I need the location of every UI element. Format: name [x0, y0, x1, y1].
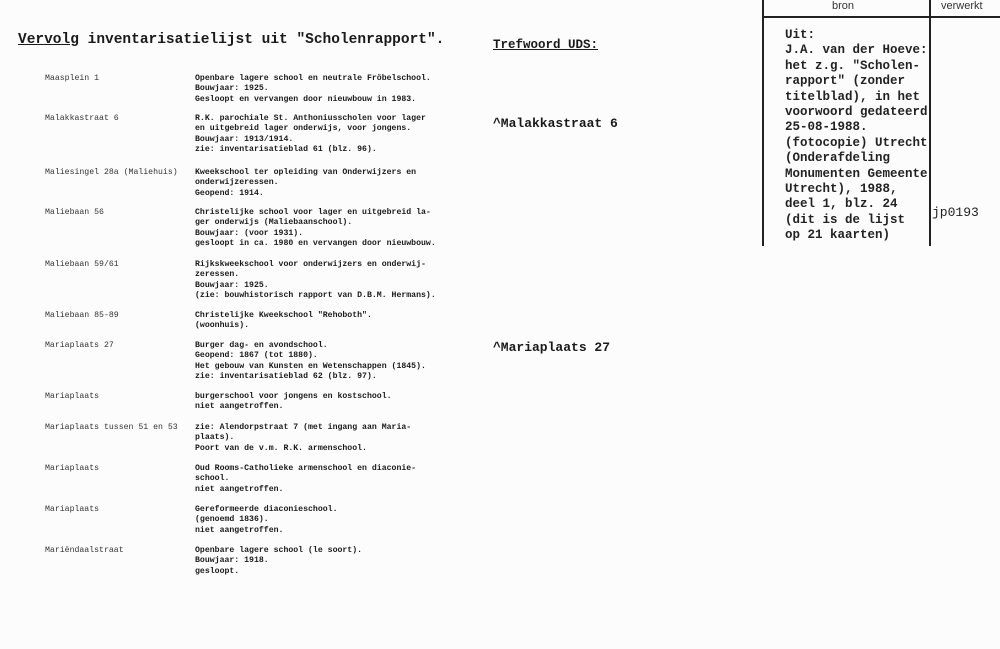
keyword-heading: Trefwoord UDS:	[493, 38, 599, 52]
entry-address: Mariaplaats 27	[45, 341, 114, 350]
title-rest: inventarisatielijst uit "Scholenrapport".	[78, 32, 445, 48]
entry-description: R.K. parochiale St. Anthoniusscholen voor lager en uitgebreid lager onderwijs, voor jongens. Bouwjaar: 1913/1914. zie: inventarisatieblad 61 (blz. 96).	[195, 114, 426, 155]
entry-address: Malakkastraat 6	[45, 114, 119, 123]
entry-description: Oud Rooms-Catholieke armenschool en diaconie- school. niet aangetroffen.	[195, 464, 417, 494]
column-header-bron: bron	[832, 0, 855, 12]
table-divider	[929, 0, 931, 246]
entry-address: Mariaplaats tussen 51 en 53	[45, 423, 178, 432]
entry-description: zie: Alendorpstraat 7 (met ingang aan Maria- plaats). Poort van de v.m. R.K. armenschool.	[195, 423, 412, 453]
table-header-divider	[762, 16, 1000, 18]
table-divider	[762, 0, 764, 246]
entry-address: Maliebaan 85-89	[45, 311, 119, 320]
entry-address: Mariaplaats	[45, 392, 100, 401]
entry-description: Openbare lagere school (le soort). Bouwjaar: 1918. gesloopt.	[195, 546, 363, 576]
entry-description: Gereformeerde diaconieschool. (genoemd 1836). niet aangetroffen.	[195, 505, 338, 535]
entry-address: Maliebaan 59/61	[45, 260, 119, 269]
entry-description: Christelijke school voor lager en uitgebreid la- ger onderwijs (Maliebaanschool). Bouwjaar: (voor 1931). gesloopt in ca. 1980 en vervangen door nieuwbouw.	[195, 208, 436, 249]
entry-description: Burger dag- en avondschool. Geopend: 1867 (tot 1880). Het gebouw van Kunsten en Wetenschappen (1845). zie: inventarisatieblad 62 (blz. 97).	[195, 341, 426, 382]
entry-address: Mariëndaalstraat	[45, 546, 124, 555]
keyword-item: ^Malakkastraat 6	[493, 116, 618, 131]
processed-code: jp0193	[932, 205, 979, 220]
column-header-verwerkt: verwerkt	[941, 0, 983, 12]
keyword-item: ^Mariaplaats 27	[493, 340, 611, 355]
page-title	[18, 32, 444, 48]
title-underlined: Vervolg	[18, 32, 79, 48]
entry-description: Rijkskweekschool voor onderwijzers en onderwij- zeressen. Bouwjaar: 1925. (zie: bouwhistorisch rapport van D.B.M. Hermans).	[195, 260, 436, 301]
entry-description: Openbare lagere school en neutrale Fröbelschool. Bouwjaar: 1925. Gesloopt en vervangen door nieuwbouw in 1983.	[195, 74, 431, 104]
entry-description: Christelijke Kweekschool "Rehoboth". (woonhuis).	[195, 311, 372, 331]
entry-address: Mariaplaats	[45, 505, 100, 514]
source-citation: Uit: J.A. van der Hoeve: het z.g. "Scholen- rapport" (zonder titelblad), in het voorwoord gedateerd 25-08-1988. (fotocopie) Utrecht (Onderafdeling Monumenten Gemeente Utrecht), 1988, deel 1, blz. 24 (dit is de lijst op 21 kaarten)	[785, 28, 928, 243]
entry-description: Kweekschool ter opleiding van Onderwijzers en onderwijzeressen. Geopend: 1914.	[195, 168, 417, 198]
entry-address: Mariaplaats	[45, 464, 100, 473]
entry-address: Maliesingel 28a (Maliehuis)	[45, 168, 178, 177]
entry-description: burgerschool voor jongens en kostschool. niet aangetroffen.	[195, 392, 392, 412]
entry-address: Maliebaan 56	[45, 208, 104, 217]
entry-address: Maasplein 1	[45, 74, 100, 83]
